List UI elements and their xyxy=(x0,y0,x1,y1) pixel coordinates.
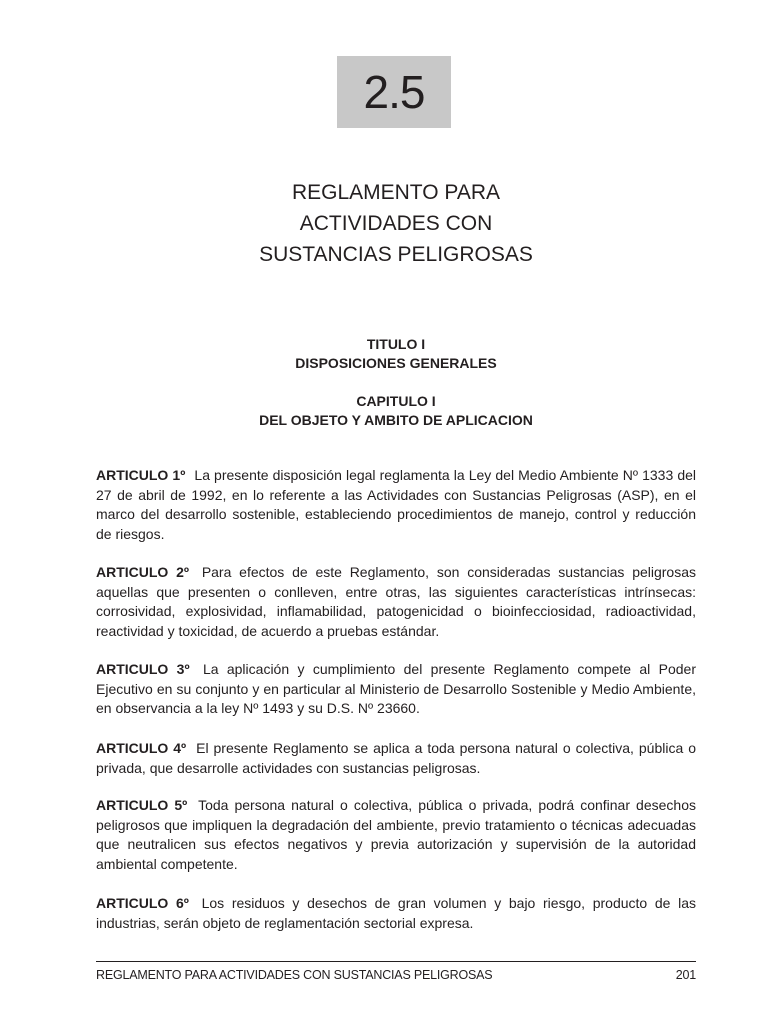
titulo-label: TITULO I xyxy=(366,336,426,352)
document-title-line: SUSTANCIAS PELIGROSAS xyxy=(259,243,533,266)
capitulo-name: DEL OBJETO Y AMBITO DE APLICACION xyxy=(259,412,533,428)
article-6 xyxy=(96,894,696,933)
article-label: ARTICULO 6º xyxy=(96,895,189,911)
article-text: La aplicación y cumplimiento del presente Reglamento compete al Poder Ejecutivo en su conjunto y en particular al Ministerio de Desarrollo Sostenible y Medio Ambiente, en observancia a la ley Nº 1493 y su D.S. Nº 23660. xyxy=(96,661,697,716)
capitulo-label: CAPITULO I xyxy=(356,393,436,409)
titulo-name: DISPOSICIONES GENERALES xyxy=(295,355,497,371)
footer-running-title: REGLAMENTO PARA ACTIVIDADES CON SUSTANCIAS PELIGROSAS xyxy=(96,968,493,982)
article-4 xyxy=(96,739,696,778)
page-number: 201 xyxy=(675,968,696,982)
article-3 xyxy=(96,660,696,719)
article-text: Los residuos y desechos de gran volumen y bajo riesgo, producto de las industrias, serán objeto de reglamentación sectorial expresa. xyxy=(96,895,696,931)
titulo-heading xyxy=(0,335,768,373)
section-number-box xyxy=(337,56,451,128)
article-2 xyxy=(96,563,696,641)
section-number: 2.5 xyxy=(363,66,425,118)
article-text: El presente Reglamento se aplica a toda persona natural o colectiva, pública o privada, que desarrolle actividades con sustancias peligrosas. xyxy=(96,740,696,776)
article-label: ARTICULO 5º xyxy=(96,797,188,813)
article-label: ARTICULO 1º xyxy=(96,467,186,483)
article-label: ARTICULO 4º xyxy=(96,740,187,756)
capitulo-heading xyxy=(0,392,768,430)
article-5 xyxy=(96,796,696,874)
document-title-line: REGLAMENTO PARA xyxy=(291,181,501,204)
article-label: ARTICULO 3º xyxy=(96,661,190,677)
document-title xyxy=(0,177,768,270)
page-footer xyxy=(96,968,696,982)
article-text: La presente disposición legal reglamenta la Ley del Medio Ambiente Nº 1333 del 27 de abril de 1992, en lo referente a las Actividades con Sustancias Peligrosas (ASP), en el marco del desarrollo sostenible, estableciendo procedimientos de manejo, control y reducción de riesgos. xyxy=(96,467,697,542)
footer-divider xyxy=(96,961,696,962)
article-text: Para efectos de este Reglamento, son consideradas sustancias peligrosas aquellas que presenten o conlleven, entre otras, las siguientes características intrínsecas: corrosividad, explosividad, inflamabilidad, patogenicidad o bioinfecciosidad, radioactividad, reactividad y toxicidad, de acuerdo a pruebas estándar. xyxy=(96,564,697,639)
article-text: Toda persona natural o colectiva, pública o privada, podrá confinar desechos peligrosos que impliquen la degradación del ambiente, previo tratamiento o técnicas adecuadas que neutralicen sus efectos negativos y previa autorización y supervisión de la autoridad ambiental competente. xyxy=(96,797,696,872)
document-title-line: ACTIVIDADES CON xyxy=(299,212,493,235)
article-label: ARTICULO 2º xyxy=(96,564,190,580)
article-1 xyxy=(96,466,696,544)
